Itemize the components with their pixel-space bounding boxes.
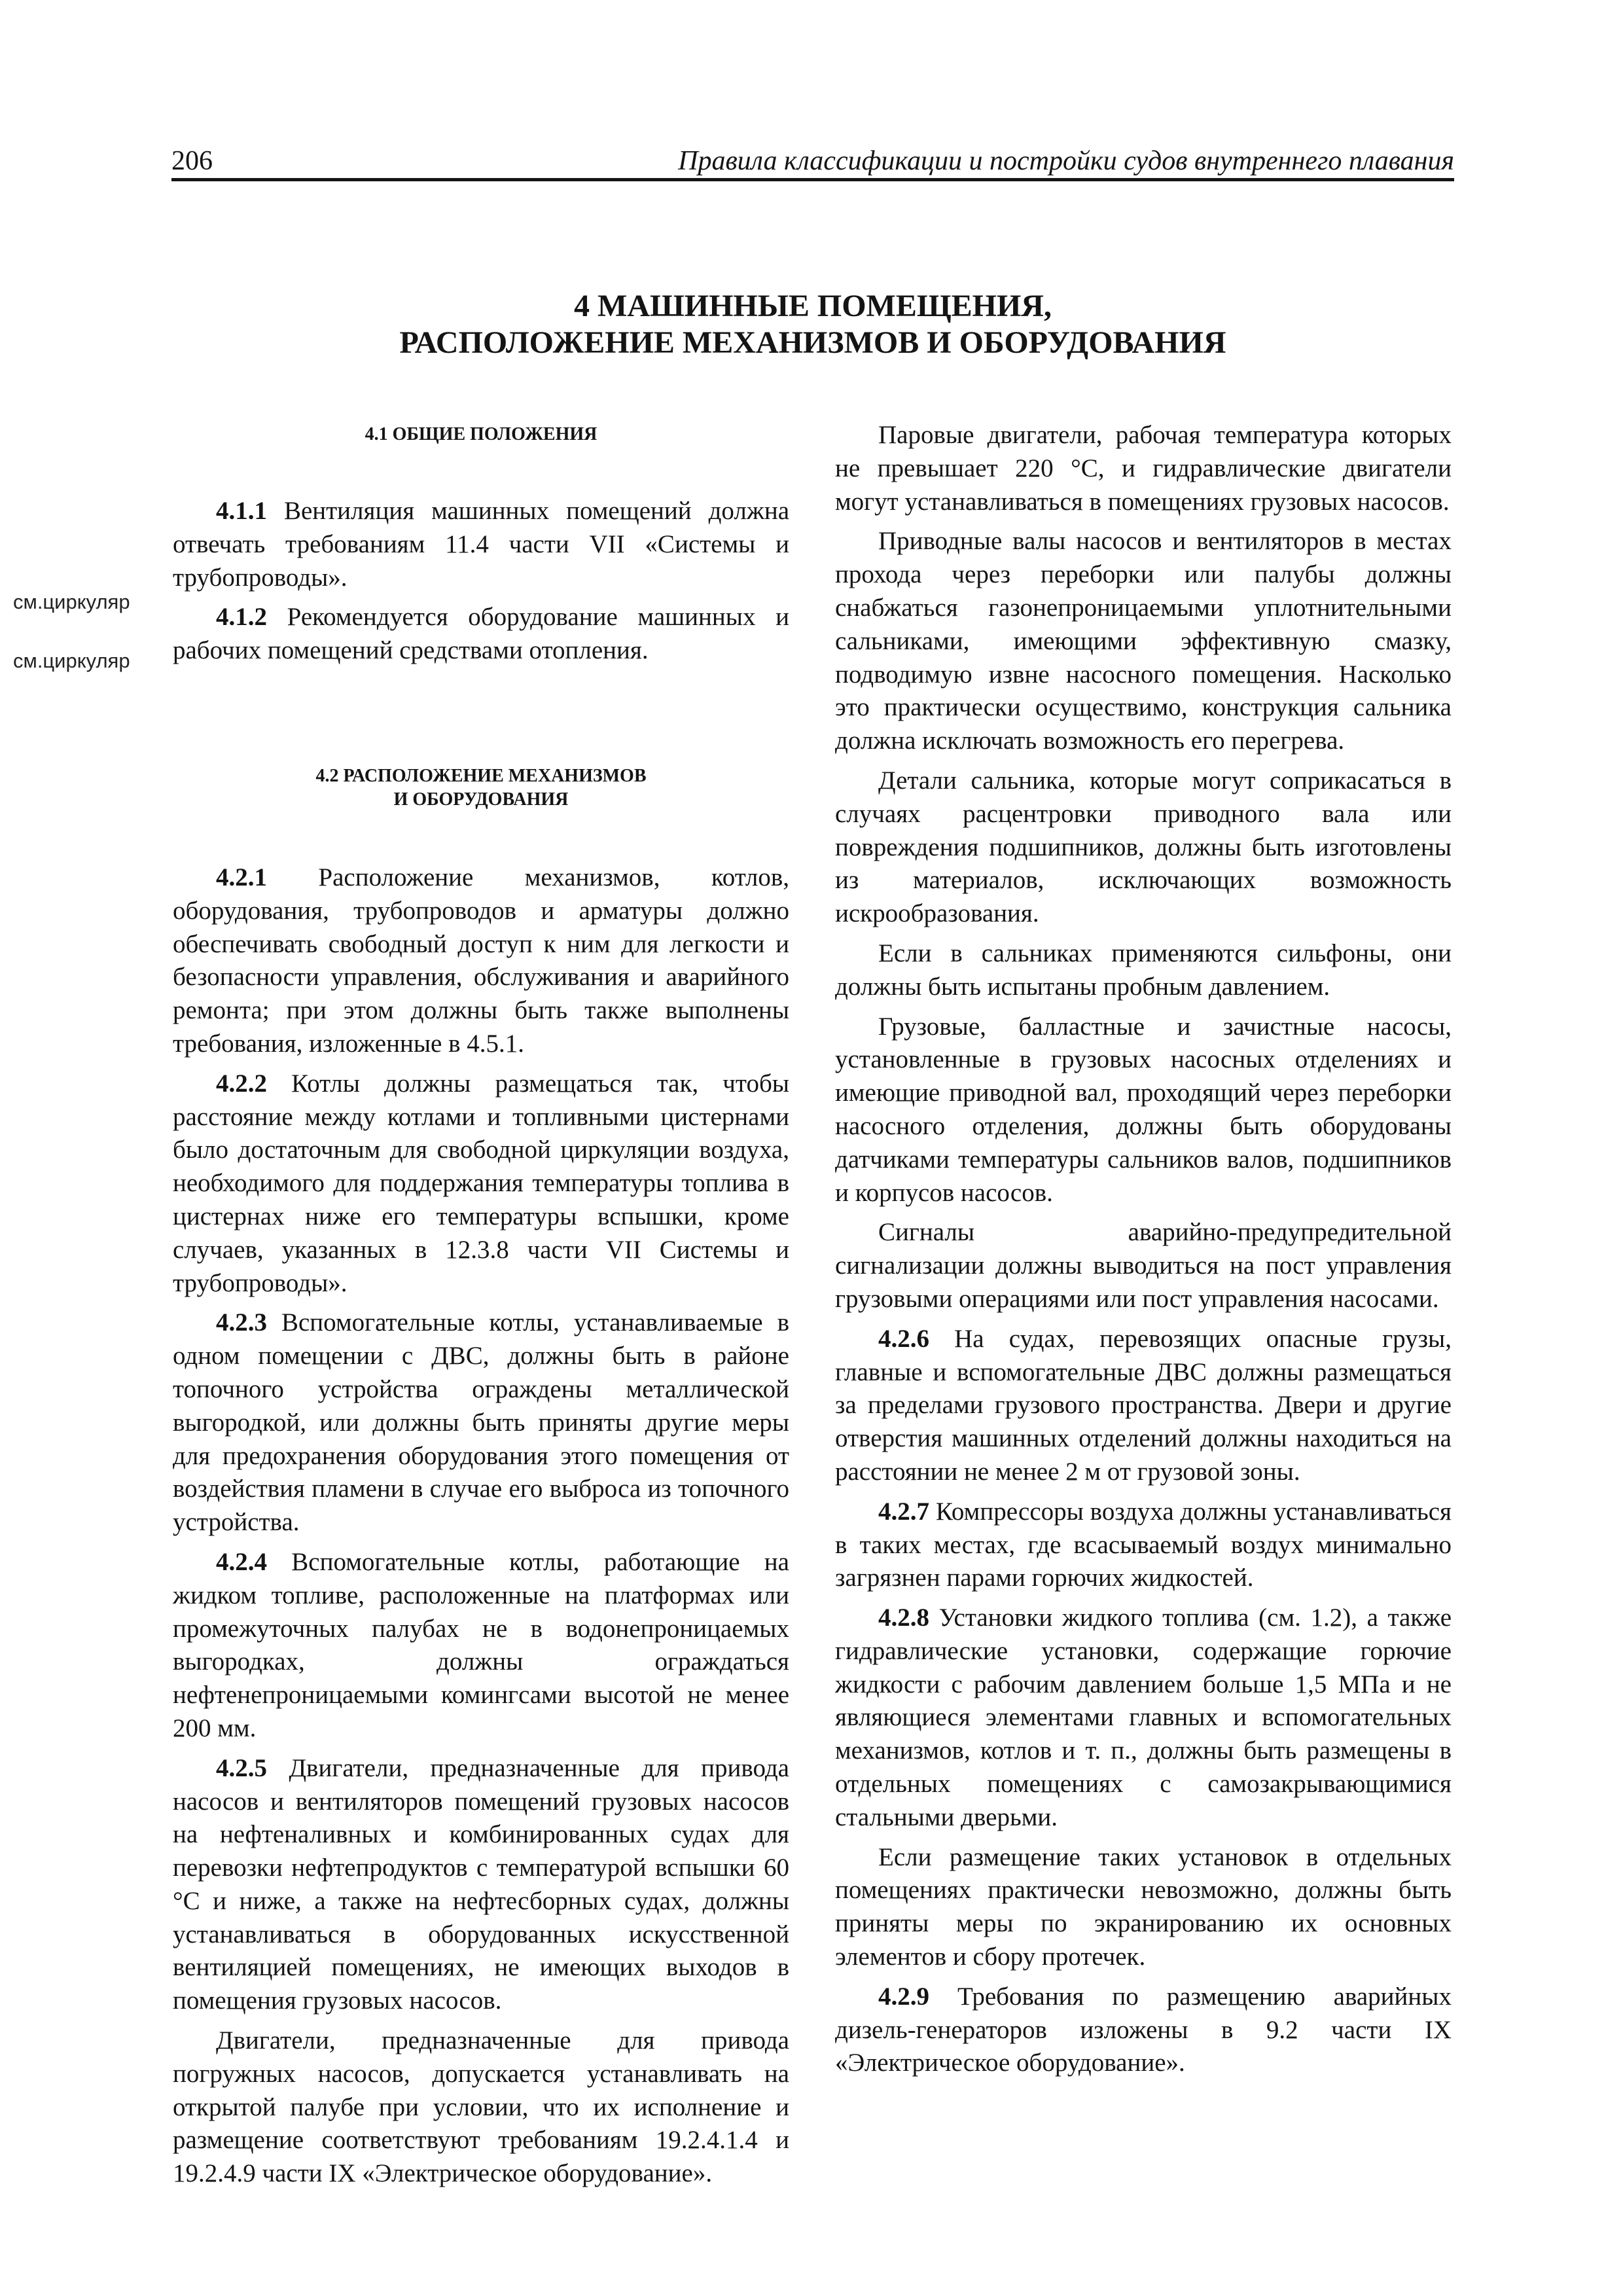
- clause-number: 4.2.5: [216, 1753, 267, 1782]
- clause-number: 4.2.7: [878, 1497, 929, 1526]
- clause-number: 4.2.6: [878, 1324, 929, 1353]
- paragraph-4-1-1: [173, 495, 789, 594]
- paragraph: Детали сальника, которые могут соприкасаться в случаях расцентровки приводного вала или повреждения подшипников, должны быть изготовлены из материалов, исключающих возможность искрообразования.: [835, 766, 1452, 928]
- paragraph: Если размещение таких установок в отдельных помещениях практически невозможно, должны быть приняты меры по экранированию их основных элементов и сбору протечек.: [835, 1842, 1452, 1971]
- clause-number: 4.2.3: [216, 1308, 267, 1337]
- margin-note: см.циркуляр: [13, 649, 130, 672]
- clause-text: Двигатели, предназначенные для привода насосов и вентиляторов помещений грузовых насосов на нефтеналивных и комбинированных судах для перевозки нефтепродуктов с температурой вспышки 60 °С и ниже, а также на нефтесборных судах, должны устанавливаться в оборудованных искусственной вентиляцией помещениях, не имеющих выходов в помещения грузовых насосов.: [173, 1753, 789, 2015]
- paragraph: Приводные валы насосов и вентиляторов в местах прохода через переборки или палубы должны снабжаться газонепроницаемыми уплотнительными сальниками, имеющими эффективную смазку, подводимую извне насосного помещения. Насколько это практически осуществимо, конструкция сальника должна исключать возможность его перегрева.: [835, 527, 1452, 755]
- left-column: [173, 419, 789, 2197]
- paragraph-4-2-1: [173, 861, 789, 1061]
- header-rule: [171, 178, 1454, 181]
- chapter-title-line-1: 4 МАШИННЫЕ ПОМЕЩЕНИЯ,: [574, 289, 1052, 323]
- clause-number: 4.1.2: [216, 603, 267, 632]
- clause-number: 4.2.8: [878, 1604, 929, 1632]
- paragraph: Грузовые, балластные и зачистные насосы, установленные в грузовых насосных отделениях и имеющие приводной вал, проходящий через переборки насосного отделения, должны быть оборудованы датчиками температуры сальников валов, подшипников и корпусов насосов.: [835, 1012, 1452, 1207]
- paragraph-4-2-6: [835, 1323, 1452, 1489]
- clause-number: 4.2.9: [878, 1982, 929, 2011]
- clause-text: Котлы должны размещаться так, чтобы расстояние между котлами и топливными цистернами было достаточным для свободной циркуляции воздуха, необходимого для поддержания температуры топлива в цистернах ниже его температуры вспышки, кроме случаев, указанных в 12.3.8 части VII Системы и трубопроводы».: [173, 1069, 789, 1297]
- page-number: 206: [171, 146, 213, 176]
- paragraph-4-2-4: [173, 1546, 789, 1746]
- section-title-4-1: 4.1 ОБЩИЕ ПОЛОЖЕНИЯ: [365, 424, 597, 444]
- paragraph: Если в сальниках применяются сильфоны, они должны быть испытаны пробным давлением.: [835, 939, 1452, 1001]
- paragraph-4-2-8: [835, 1602, 1452, 1835]
- margin-note: см.циркуляр: [13, 590, 130, 613]
- section-title-4-2: [173, 764, 789, 812]
- chapter-title: [171, 288, 1454, 361]
- clause-number: 4.2.1: [216, 863, 267, 891]
- clause-text: Расположение механизмов, котлов, оборудования, трубопроводов и арматуры должно обеспечивать свободный доступ к ним для легкости и безопасности управления, обслуживания и аварийного ремонта; при этом должны быть также выполнены требования, изложенные в 4.5.1.: [173, 863, 789, 1058]
- clause-text: На судах, перевозящих опасные грузы, главные и вспомогательные ДВС должны размещаться за пределами грузового пространства. Двери и другие отверстия машинных отделений должны находиться на расстоянии не менее 2 м от грузовой зоны.: [835, 1324, 1452, 1486]
- clause-text: Требования по размещению аварийных дизель-генераторов изложены в 9.2 части IX «Электрическое оборудование».: [835, 1982, 1452, 2077]
- paragraph-4-2-9: [835, 1981, 1452, 2080]
- clause-text: Вспомогательные котлы, работающие на жидком топливе, расположенные на платформах или промежуточных палубах не в водонепроницаемых выгородках, должны ограждаться нефтенепроницаемыми комингсами высотой не менее 200 мм.: [173, 1547, 789, 1742]
- paragraph-4-2-2: [173, 1067, 789, 1300]
- clause-number: 4.2.2: [216, 1069, 267, 1098]
- paragraph: Двигатели, предназначенные для привода погружных насосов, допускается устанавливать на открытой палубе при условии, что их исполнение и размещение соответствуют требованиям 19.2.4.1.4 и 19.2.4.9 части IX «Электрическое оборудование».: [173, 2026, 789, 2188]
- chapter-title-line-2: РАСПОЛОЖЕНИЕ МЕХАНИЗМОВ И ОБОРУДОВАНИЯ: [399, 325, 1226, 360]
- paragraph: Сигналы аварийно-предупредительной сигнализации должны выводиться на пост управления грузовыми операциями или пост управления насосами.: [835, 1218, 1452, 1313]
- right-column: [835, 419, 1452, 2087]
- clause-number: 4.2.4: [216, 1547, 267, 1576]
- clause-text: Рекомендуется оборудование машинных и рабочих помещений средствами отопления.: [173, 603, 789, 665]
- paragraph-4-2-5: [173, 1752, 789, 2018]
- clause-text: Компрессоры воздуха должны устанавливаться в таких местах, где всасываемый воздух минимально загрязнен парами горючих жидкостей.: [835, 1497, 1452, 1592]
- clause-text: Вентиляция машинных помещений должна отвечать требованиям 11.4 части VII «Системы и трубопроводы».: [173, 497, 789, 592]
- paragraph-4-2-3: [173, 1306, 789, 1539]
- paragraph: Паровые двигатели, рабочая температура которых не превышает 220 °С, и гидравлические двигатели могут устанавливаться в помещениях грузовых насосов.: [835, 421, 1452, 516]
- paragraph-4-2-7: [835, 1496, 1452, 1595]
- section-title-line-1: 4.2 РАСПОЛОЖЕНИЕ МЕХАНИЗМОВ: [315, 765, 647, 786]
- paragraph-4-1-2: [173, 601, 789, 668]
- running-title: Правила классификации и постройки судов внутреннего плавания: [678, 146, 1454, 176]
- clause-text: Вспомогательные котлы, устанавливаемые в одном помещении с ДВС, должны быть в районе топочного устройства ограждены металлической выгородкой, или должны быть приняты другие меры для предохранения оборудования этого помещения от воздействия пламени в случае его выброса из топочного устройства.: [173, 1308, 789, 1537]
- clause-number: 4.1.1: [216, 497, 267, 525]
- clause-text: Установки жидкого топлива (см. 1.2), а также гидравлические установки, содержащие горючие жидкости с рабочим давлением больше 1,5 МПа и не являющиеся элементами главных и вспомогательных механизмов, котлов и т. п., должны быть размещены в отдельных помещениях с самозакрывающимися стальными дверьми.: [835, 1604, 1452, 1831]
- section-title-line-2: И ОБОРУДОВАНИЯ: [393, 789, 569, 810]
